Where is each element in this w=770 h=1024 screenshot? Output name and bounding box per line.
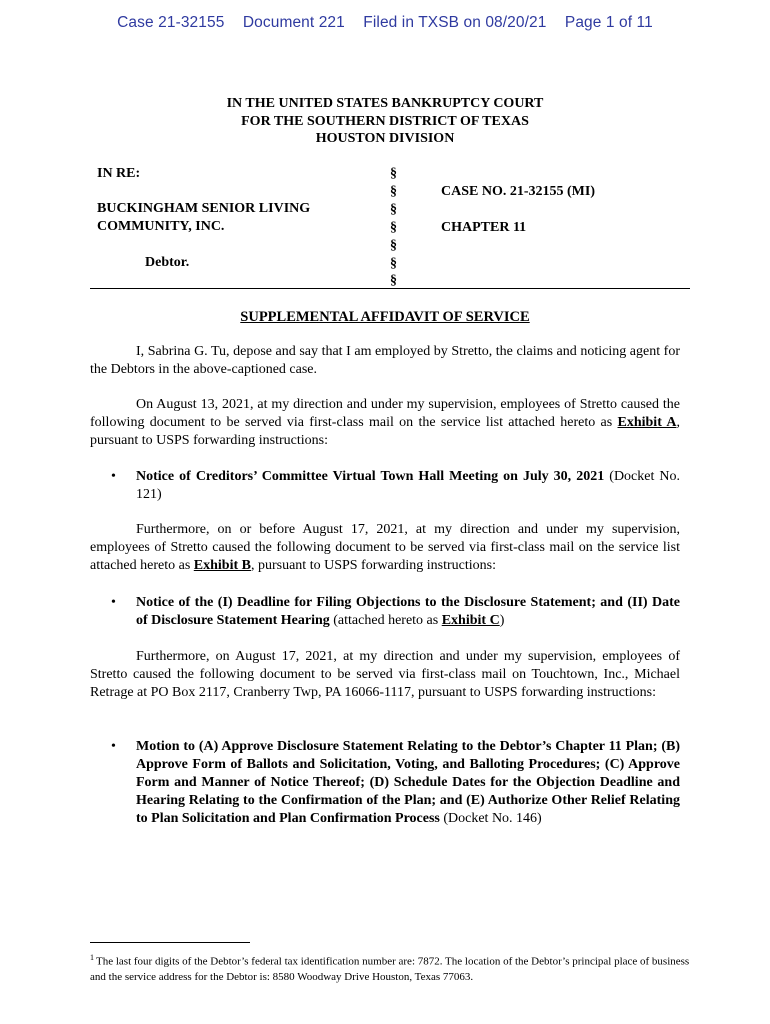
paragraph-3-text-b: , pursuant to USPS forwarding instructions: <box>250 558 496 573</box>
bullet-item-2 <box>90 594 680 630</box>
caption-rule <box>90 288 690 289</box>
paragraph-2 <box>90 396 680 450</box>
debtor-label: Debtor. <box>145 255 190 270</box>
stamp-filed: Filed in TXSB on 08/20/21 <box>363 14 547 31</box>
section-mark: § <box>390 202 397 217</box>
court-heading <box>0 95 770 148</box>
section-mark: § <box>390 220 397 235</box>
chapter-number: CHAPTER 11 <box>441 220 527 235</box>
bullet-icon: • <box>111 595 116 610</box>
debtor-name-line-2: COMMUNITY, INC. <box>97 219 225 234</box>
bullet-item-1 <box>90 468 680 504</box>
bullet-1-docket: (Docket No. 121) <box>136 469 681 502</box>
section-mark: § <box>390 273 397 288</box>
court-line-2: FOR THE SOUTHERN DISTRICT OF TEXAS <box>241 113 529 129</box>
case-number: CASE NO. 21-32155 (MI) <box>441 184 595 199</box>
section-mark: § <box>390 166 397 181</box>
bullet-2-bold-text: Notice of the (I) Deadline for Filing Objections to the Disclosure Statement; and (II) Date of Disclosure Statement Hearing <box>136 595 680 628</box>
bullet-icon: • <box>111 739 116 754</box>
exhibit-a-reference: Exhibit A <box>617 415 677 430</box>
section-mark: § <box>390 256 397 271</box>
bullet-2-text-a: (attached hereto as <box>329 613 442 628</box>
paragraph-4-text: Furthermore, on August 17, 2021, at my direction and under my supervision, employees of Stretto caused the following document to be served via first-class mail on Touchtown, Inc., Michael Retrage at PO Box 2117, Cranberry Twp, PA 16066-1117, pursuant to USPS forwarding instructions: <box>90 649 680 700</box>
paragraph-3-text-a: Furthermore, on or before August 17, 2021, at my direction and under my supervision, employees of Stretto caused the following document to be served via first-class mail on the service list attached hereto as <box>90 522 680 573</box>
court-line-3: HOUSTON DIVISION <box>315 131 455 146</box>
court-line-1: IN THE UNITED STATES BANKRUPTCY COURT <box>226 96 544 111</box>
footnote <box>90 950 690 985</box>
case-caption <box>90 166 690 292</box>
stamp-case: Case 21-32155 <box>117 14 225 31</box>
debtor-name-line-1: BUCKINGHAM SENIOR LIVING <box>97 201 311 216</box>
exhibit-b-reference: Exhibit B <box>193 558 251 573</box>
bullet-2-text-b: ) <box>499 613 505 628</box>
paragraph-2-text-a: On August 13, 2021, at my direction and under my supervision, employees of Stretto caused the following document to be served via first-class mail on the service list attached hereto as <box>90 397 680 430</box>
ecf-header-stamp <box>0 14 770 32</box>
paragraph-2-text-b: , pursuant to USPS forwarding instructions: <box>90 415 680 448</box>
paragraph-1-text: I, Sabrina G. Tu, depose and say that I am employed by Stretto, the claims and noticing agent for the Debtors in the above-captioned case. <box>90 344 680 377</box>
bullet-1-bold-text: Notice of Creditors’ Committee Virtual Town Hall Meeting on July 30, 2021 <box>136 469 605 484</box>
document-title: SUPPLEMENTAL AFFIDAVIT OF SERVICE <box>240 309 530 325</box>
stamp-page: Page 1 of 11 <box>564 14 653 31</box>
section-mark: § <box>390 238 397 253</box>
paragraph-3 <box>90 521 680 575</box>
bullet-item-3 <box>90 738 680 828</box>
exhibit-c-reference: Exhibit C <box>441 613 500 628</box>
section-mark: § <box>390 184 397 199</box>
footnote-text: The last four digits of the Debtor’s federal tax identification number are: 7872. The location of the Debtor’s principal place of business and the service address for the Debtor is: 8580 Woodway Drive Houston, Texas 77063. <box>90 955 690 983</box>
bullet-3-bold-text: Motion to (A) Approve Disclosure Statement Relating to the Debtor’s Chapter 11 Plan; (B) Approve Form of Ballots and Solicitation, Voting, and Balloting Procedures; (C) Approve Form and Manner of Notice Thereof; (D) Schedule Dates for the Objection Deadline and Hearing Relating to the Confirmation of the Plan; and (E) Authorize Other Relief Relating to Plan Solicitation and Plan Confirmation Process <box>136 739 680 826</box>
bullet-icon: • <box>111 469 116 484</box>
footnote-number: 1 <box>90 953 94 962</box>
stamp-document: Document 221 <box>242 14 345 31</box>
bullet-3-docket: (Docket No. 146) <box>439 811 542 826</box>
paragraph-4 <box>90 648 680 702</box>
in-re-label: IN RE: <box>97 166 141 181</box>
paragraph-1 <box>90 343 680 379</box>
footnote-rule <box>90 942 250 943</box>
